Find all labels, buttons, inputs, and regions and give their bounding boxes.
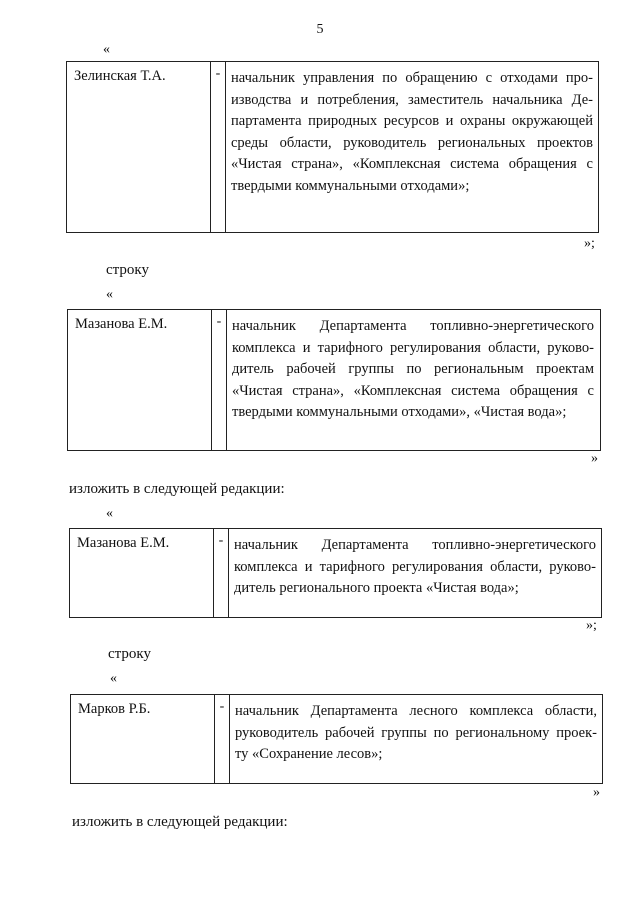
close-quote: »; — [584, 236, 595, 251]
entry-name: Марков Р.Б. — [78, 701, 151, 717]
open-quote: « — [106, 287, 113, 302]
entry-name: Мазанова Е.М. — [75, 316, 168, 332]
description-line: начальник управления по обращению с отходами про- — [231, 70, 593, 86]
entry-description — [232, 316, 594, 424]
description-line: дитель рабочей группы по региональным проектам — [232, 361, 594, 377]
page-number: 5 — [316, 22, 324, 37]
entry-dash: - — [215, 66, 221, 81]
description-line: комплекса и тарифного регулирования области, руково- — [232, 339, 594, 356]
entry-table — [70, 694, 603, 784]
description-line: среды области, руководитель региональных проектов — [231, 134, 593, 151]
description-line: «Чистая страна», «Комплексная система обращения с — [231, 156, 593, 172]
description-line: начальник Департамента лесного комплекса области, — [235, 703, 597, 719]
description-line: изводства и потребления, заместитель начальника Де- — [231, 91, 593, 108]
entry-name: Мазанова Е.М. — [77, 535, 170, 551]
entry-table — [67, 309, 601, 451]
column-divider — [210, 62, 211, 232]
description-line: начальник Департамента топливно-энергетического — [232, 318, 594, 334]
open-quote: « — [110, 671, 117, 686]
description-line: комплекса и тарифного регулирования области, руково- — [234, 558, 596, 575]
description-line: дитель регионального проекта «Чистая вода»; — [234, 580, 519, 596]
close-quote: » — [591, 451, 598, 466]
description-line: руководитель рабочей группы по региональному проек- — [235, 724, 597, 741]
description-line: ту «Сохранение лесов»; — [235, 746, 383, 762]
entry-table — [66, 61, 599, 233]
lead-text: строку — [106, 262, 149, 278]
entry-table — [69, 528, 602, 618]
column-divider — [228, 529, 229, 617]
open-quote: « — [103, 42, 110, 57]
column-divider — [226, 310, 227, 450]
open-quote: « — [106, 506, 113, 521]
close-quote: »; — [586, 618, 597, 633]
entry-dash: - — [219, 699, 225, 714]
lead-text: строку — [108, 646, 151, 662]
entry-name: Зелинская Т.А. — [74, 68, 166, 84]
description-line: твердыми коммунальными отходами»; — [231, 177, 470, 194]
description-line: партамента природных ресурсов и охраны окружающей — [231, 113, 593, 129]
close-quote: » — [593, 785, 600, 800]
description-line: «Чистая страна», «Комплексная система обращения с — [232, 382, 594, 399]
entry-description — [231, 68, 593, 197]
description-line: твердыми коммунальными отходами», «Чистая вода»; — [232, 404, 567, 420]
description-line: начальник Департамента топливно-энергетического — [234, 537, 596, 553]
column-divider — [211, 310, 212, 450]
column-divider — [225, 62, 226, 232]
closing-text: изложить в следующей редакции: — [72, 814, 288, 830]
entry-dash: - — [216, 314, 222, 329]
column-divider — [229, 695, 230, 783]
entry-dash: - — [218, 533, 224, 548]
entry-description — [234, 535, 596, 600]
lead-text: изложить в следующей редакции: — [69, 481, 285, 497]
entry-description — [235, 701, 597, 766]
